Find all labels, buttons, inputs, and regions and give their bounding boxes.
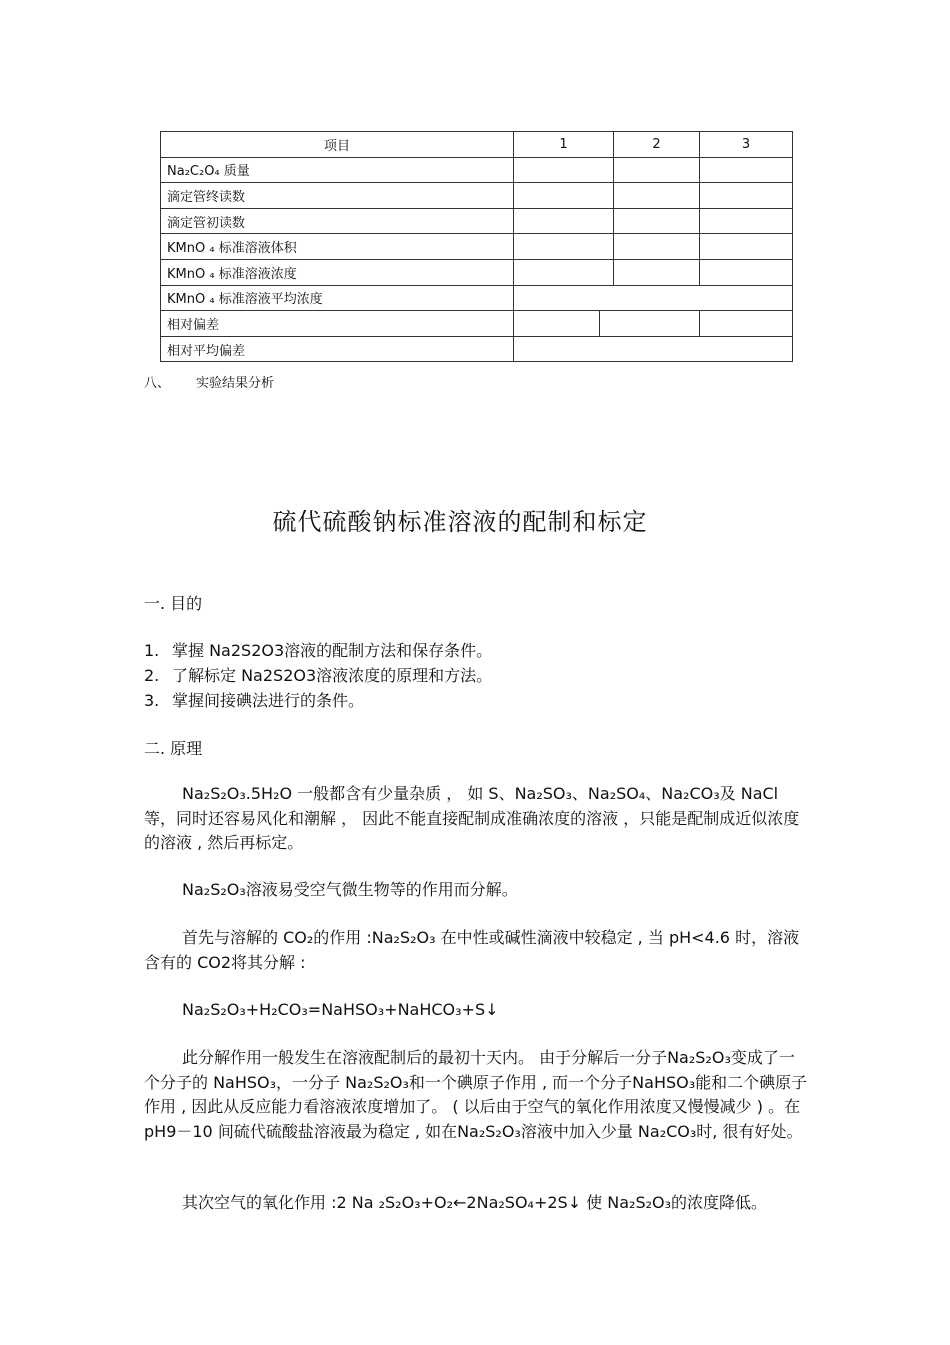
list-item (144, 688, 364, 711)
table-row (161, 259, 793, 285)
cell (700, 208, 793, 234)
cell (700, 183, 793, 209)
cell (700, 234, 793, 260)
principle-paragraph-1: Na₂S₂O₃.5H₂O 一般都含有少量杂质 ， 如 S、Na₂SO₃、Na₂SO₄、Na₂CO₃及 NaCl 等，同时还容易风化和潮解 ， 因此不能直接配制成准确浓度的溶液 ，只能是配制成近似浓度的溶液 , 然后再标定。 (144, 784, 800, 852)
cell (614, 208, 700, 234)
principle-paragraph-5: 其次空气的氧化作用 :2 Na ₂S₂O₃+O₂←2Na₂SO₄+2S↓ 使 Na₂S₂O₃的浓度降低。 (182, 1193, 768, 1212)
cell (614, 259, 700, 285)
section-8-number: 八、 (144, 376, 171, 391)
row-label: 滴定管初读数 (161, 208, 514, 234)
row-label: 相对偏差 (161, 311, 514, 337)
header-trial-2: 2 (614, 132, 700, 158)
table-row (161, 285, 793, 311)
table-row (161, 183, 793, 209)
header-trial-3: 3 (700, 132, 793, 158)
cell (700, 311, 793, 337)
table-row (161, 208, 793, 234)
cell (614, 234, 700, 260)
table-row (161, 157, 793, 183)
cell (514, 157, 614, 183)
row-label: 滴定管终读数 (161, 183, 514, 209)
cell (514, 208, 614, 234)
header-trial-1: 1 (514, 132, 614, 158)
list-number: 2. (144, 666, 160, 685)
list-text: 了解标定 Na2S2O3溶液浓度的原理和方法。 (172, 666, 493, 685)
merged-cell (514, 336, 793, 362)
list-item (144, 638, 492, 661)
section-8-title: 实验结果分析 (196, 376, 275, 391)
cell (700, 259, 793, 285)
table-header-row (161, 132, 793, 158)
row-label: Na₂C₂O₄ 质量 (161, 157, 514, 183)
row-label: KMnO ₄ 标准溶液浓度 (161, 259, 514, 285)
principle-heading: 二. 原理 (144, 739, 203, 758)
section-8-heading (144, 372, 274, 391)
list-number: 3. (144, 691, 160, 710)
cell (514, 259, 614, 285)
list-number: 1. (144, 641, 160, 660)
cell (514, 234, 614, 260)
row-label: 相对平均偏差 (161, 336, 514, 362)
table-row (161, 234, 793, 260)
principle-paragraph-2: Na₂S₂O₃溶液易受空气微生物等的作用而分解。 (182, 880, 518, 899)
list-text: 掌握 Na2S2O3溶液的配制方法和保存条件。 (172, 641, 493, 660)
cell (614, 183, 700, 209)
header-item: 项目 (161, 132, 514, 158)
cell (614, 157, 700, 183)
principle-paragraph-3: 首先与溶解的 CO₂的作用 :Na₂S₂O₃ 在中性或碱性滴液中较稳定 , 当 pH<4.6 时，溶液含有的 CO2将其分解 : (144, 928, 800, 972)
cell (700, 157, 793, 183)
row-label: KMnO ₄ 标准溶液体积 (161, 234, 514, 260)
merged-cell (514, 285, 793, 311)
table-row (161, 311, 793, 337)
purpose-heading: 一. 目的 (144, 594, 203, 613)
decomposition-equation: Na₂S₂O₃+H₂CO₃=NaHSO₃+NaHCO₃+S↓ (182, 1000, 499, 1019)
list-text: 掌握间接碘法进行的条件。 (172, 691, 365, 710)
page-title: 硫代硫酸钠标准溶液的配制和标定 (272, 508, 648, 536)
cell (514, 311, 600, 337)
list-item (144, 663, 492, 686)
table-row (161, 336, 793, 362)
cell (514, 183, 614, 209)
row-label: KMnO ₄ 标准溶液平均浓度 (161, 285, 514, 311)
cell (600, 311, 700, 337)
principle-paragraph-4: 此分解作用一般发生在溶液配制后的最初十天内。 由于分解后一分子Na₂S₂O₃变成了一个分子的 NaHSO₃，一分子 Na₂S₂O₃和一个碘原子作用 , 而一个分子NaHSO₃能和二个碘原子作用 , 因此从反应能力看溶液浓度增加了。 ( 以后由于空气的氧化作用浓度又慢慢减少 ) 。在 pH9－10 间硫代硫酸盐溶液最为稳定 , 如在Na₂S₂O₃溶液中加入少量 Na₂CO₃时, 很有好处。 (144, 1048, 808, 1141)
results-table (160, 131, 793, 362)
